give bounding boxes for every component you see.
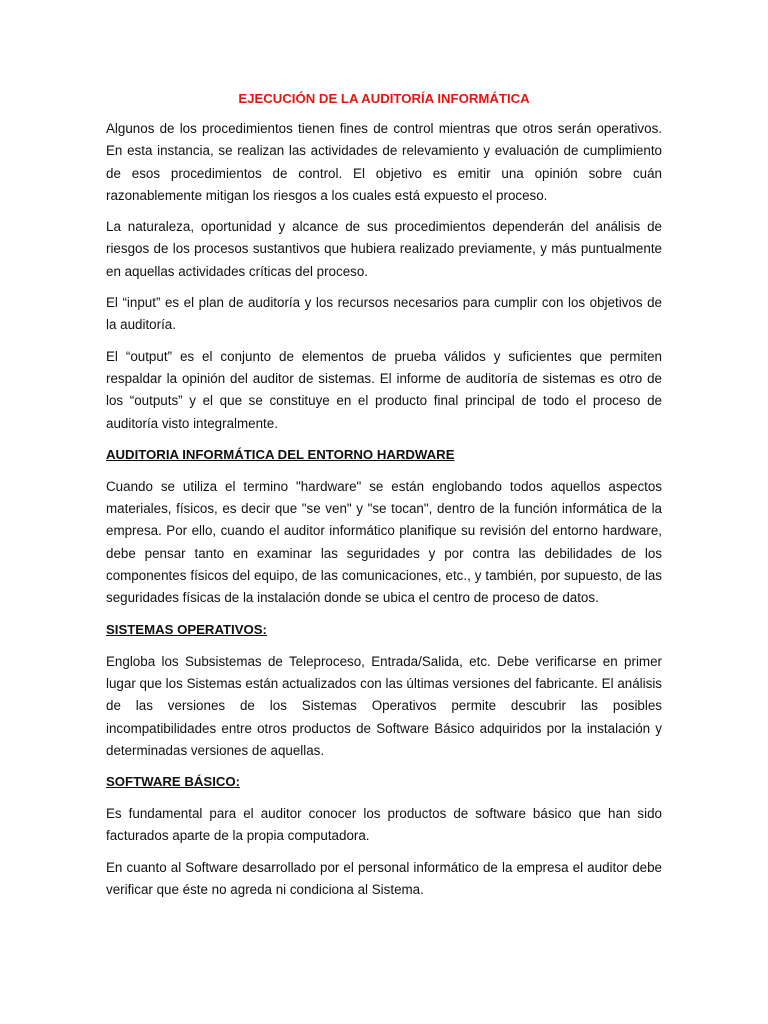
intro-paragraph-3: El “input” es el plan de auditoría y los recursos necesarios para cumplir con los objetivos de la auditoría. [106,295,662,333]
section-software-basico-paragraph-2: En cuanto al Software desarrollado por el personal informático de la empresa el auditor debe verificar que éste no agreda ni condiciona al Sistema. [106,859,662,898]
section-heading-software-basico: SOFTWARE BÁSICO: [106,774,241,790]
document-page [106,88,662,910]
section-hardware-paragraph: Cuando se utiliza el termino "hardware" se están englobando todos aquellos aspectos materiales, físicos, es decir que "se ven" y "se tocan", dentro de la función informática de la empresa. Por ello, cuando el auditor informático planifique su revisión del entorno hardware, debe pensar tanto en examinar las seguridades y por contra las debilidades de los componentes físicos del equipo, de las comunicaciones, etc., y también, por supuesto, de las seguridades físicas de la instalación donde se ubica el centro de proceso de datos. [106,478,662,606]
section-sistemas-operativos-paragraph: Engloba los Subsistemas de Teleproceso, Entrada/Salida, etc. Debe verificarse en primer lugar que los Sistemas están actualizados con las últimas versiones del fabricante. El análisis de las versiones de los Sistemas Operativos permite descubrir las posibles incompatibilidades entre otros productos de Software Básico adquiridos por la instalación y determinadas versiones de aquellas. [106,653,662,758]
intro-paragraph-1: Algunos de los procedimientos tienen fines de control mientras que otros serán operativos. En esta instancia, se realizan las actividades de relevamiento y evaluación de cumplimiento de esos procedimientos de control. El objetivo es emitir una opinión sobre cuán razonablemente mitigan los riesgos a los cuales está expuesto el proceso. [106,121,662,203]
section-heading-hardware: AUDITORIA INFORMÁTICA DEL ENTORNO HARDWARE [106,446,455,462]
intro-paragraph-4: El “output” es el conjunto de elementos de prueba válidos y suficientes que permiten respaldar la opinión del auditor de sistemas. El informe de auditoría de sistemas es otro de los “outputs” y el que se constituye en el producto final principal de todo el proceso de auditoría visto integralmente. [106,348,662,431]
section-software-basico-paragraph-1: Es fundamental para el auditor conocer los productos de software básico que han sido facturados aparte de la propia computadora. [106,806,662,844]
document-title: EJECUCIÓN DE LA AUDITORÍA INFORMÁTICA [238,91,530,106]
intro-paragraph-2: La naturaleza, oportunidad y alcance de sus procedimientos dependerán del análisis de riesgos de los procesos sustantivos que hubiera realizado previamente, y más puntualmente en aquellas actividades críticas del proceso. [106,219,662,279]
section-heading-sistemas-operativos: SISTEMAS OPERATIVOS: [106,621,267,637]
